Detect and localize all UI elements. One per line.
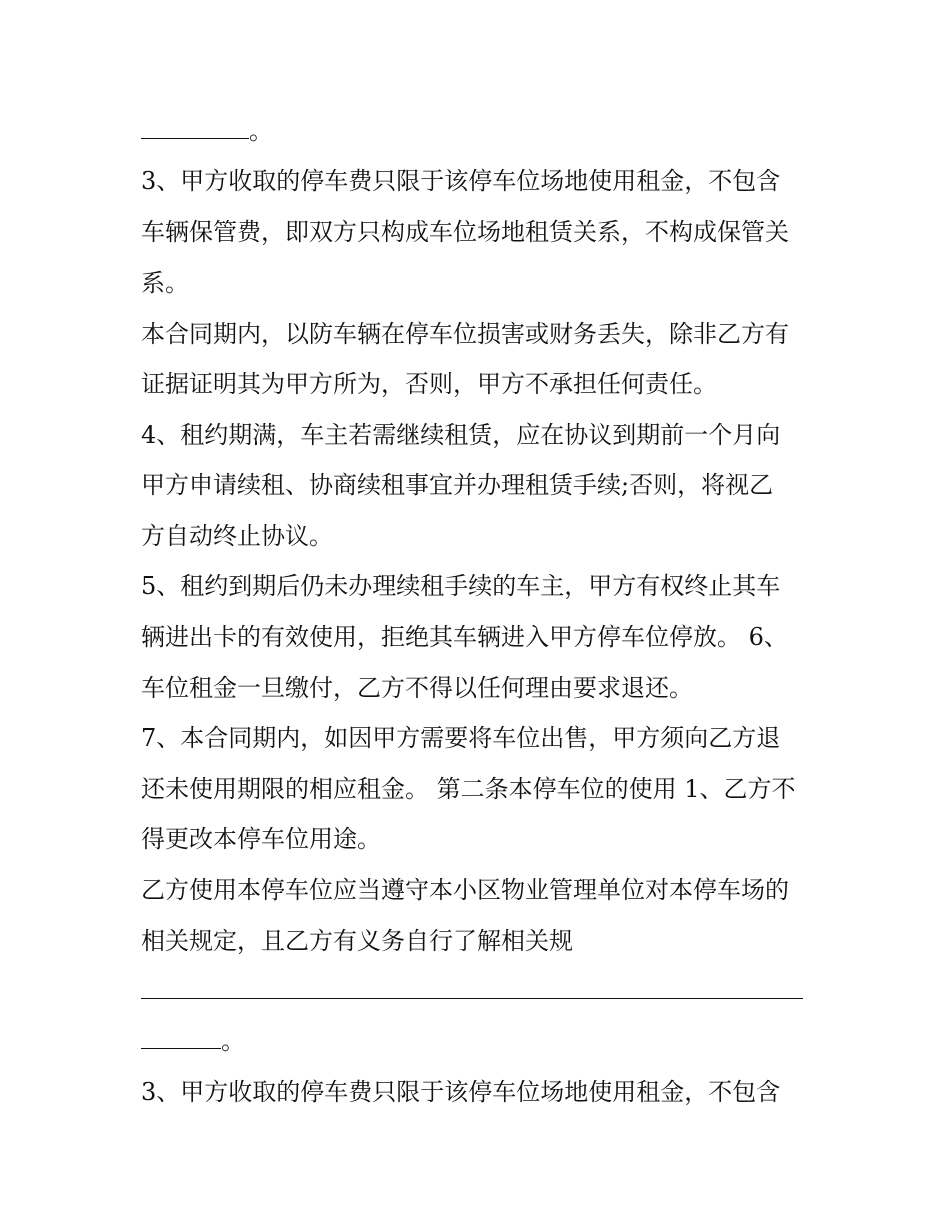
- fill-in-blank: [141, 1028, 221, 1049]
- fill-in-blank: [141, 978, 803, 999]
- line-text: 。: [221, 1027, 245, 1055]
- paragraph-line: [141, 976, 803, 1006]
- paragraph-line: 车位租金一旦缴付，乙方不得以任何理由要求退还。: [141, 674, 693, 702]
- paragraph-line: 乙方使用本停车位应当遵守本小区物业管理单位对本停车场的: [141, 876, 789, 904]
- paragraph-line: 系。: [141, 269, 189, 297]
- paragraph-line: 还未使用期限的相应租金。 第二条本停车位的使用 1、乙方不: [141, 775, 796, 803]
- paragraph-line: [141, 1026, 245, 1056]
- fill-in-blank: [141, 118, 249, 139]
- paragraph-line: 5、租约到期后仍未办理续租手续的车主，甲方有权终止其车: [141, 572, 781, 600]
- paragraph-line: 3、甲方收取的停车费只限于该停车位场地使用租金，不包含: [141, 1078, 781, 1106]
- paragraph-line: 7、本合同期内，如因甲方需要将车位出售，甲方须向乙方退: [141, 724, 781, 752]
- paragraph-line: 甲方申请续租、协商续租事宜并办理租赁手续;否则，将视乙: [141, 471, 774, 499]
- paragraph-line: [141, 116, 273, 146]
- paragraph-line: 证据证明其为甲方所为，否则，甲方不承担任何责任。: [141, 370, 717, 398]
- paragraph-line: 本合同期内，以防车辆在停车位损害或财务丢失，除非乙方有: [141, 320, 789, 348]
- paragraph-line: 4、租约期满，车主若需继续租赁，应在协议到期前一个月向: [141, 421, 781, 449]
- paragraph-line: 方自动终止协议。: [141, 522, 333, 550]
- line-text: 。: [249, 117, 273, 145]
- paragraph-line: 辆进出卡的有效使用，拒绝其车辆进入甲方停车位停放。 6、: [141, 623, 788, 651]
- paragraph-line: 相关规定，且乙方有义务自行了解相关规: [141, 927, 573, 955]
- paragraph-line: 车辆保管费，即双方只构成车位场地租赁关系，不构成保管关: [141, 218, 789, 246]
- paragraph-line: 得更改本停车位用途。: [141, 825, 381, 853]
- paragraph-line: 3、甲方收取的停车费只限于该停车位场地使用租金，不包含: [141, 167, 781, 195]
